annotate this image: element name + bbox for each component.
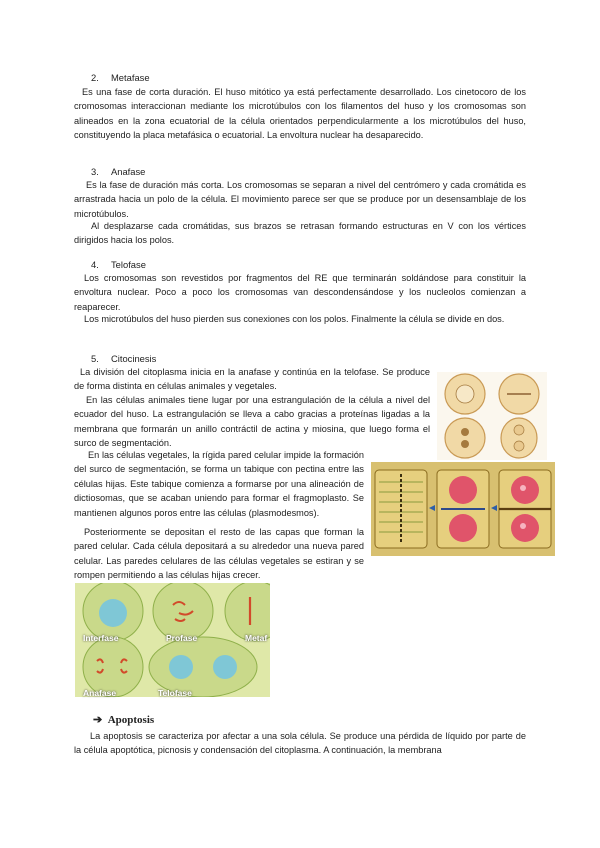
- section-number: 2.: [91, 72, 99, 83]
- section-title: Telofase: [111, 259, 146, 270]
- label-metafase: Metaf: [245, 633, 268, 643]
- section-title: Anafase: [111, 166, 146, 177]
- cell-1: [445, 374, 485, 414]
- label-profase: Profase: [166, 633, 198, 643]
- heading-apoptosis: [93, 713, 154, 727]
- telofase-paragraph-1: Los cromosomas son revestidos por fragmentos del RE que terminarán soldándose para constituir la envoltura nuclear. Poco a poco los cromosomas van descondensándose y los nucleolos comienzan a reaparecer.: [74, 273, 526, 312]
- label-anafase: Anafase: [83, 688, 117, 698]
- section-title: Metafase: [111, 72, 150, 83]
- section-title: Citocinesis: [111, 353, 157, 364]
- plant-cytokinesis-figure: [371, 462, 555, 556]
- metafase-paragraph: Es una fase de corta duración. El huso mitótico ya está perfectamente desarrollado. Los cinetocoro de los cromosomas interaccionan mediante los microtúbulos con los filamentos del huso y los cromosomas son alineados en la zona ecuatorial de la célula orientados perpendicularmente a los microtúbulos del huso, constituyendo la placa metafásica o ecuatorial. La envoltura nuclear ha desaparecido.: [74, 87, 526, 141]
- arrow-icon: ➔: [93, 714, 103, 726]
- section-number: 3.: [91, 166, 99, 177]
- animal-cytokinesis-figure: [437, 372, 547, 460]
- citocinesis-paragraph-2: En las células animales tiene lugar por una estrangulación de la célula a nivel del ecuador del huso. La estrangulación se lleva a cabo gracias a proteínas ligadas a la membrana que formarán un anillo contráctil de actina y miosina, que luego forma el surco de segmentación.: [74, 395, 430, 449]
- anafase-paragraph-1: Es la fase de duración más corta. Los cromosomas se separan a nivel del centrómero y cada cromátida es arrastrada hacia un polo de la célula. El movimiento parece ser que se produce por un desensamblaje de los microtúbulos.: [74, 180, 526, 219]
- section-number: 5.: [91, 353, 99, 364]
- citocinesis-paragraph-1: La división del citoplasma inicia en la anafase y continúa en la telofase. Se produce de forma distinta en células animales y vegetales.: [74, 367, 430, 392]
- citocinesis-paragraph-4a: Posteriormente se depositan el resto de las capas que forman la pared celular. Cada célula depositará a su alrededor una nueva pared celular. Las paredes celulares de las células vegetales se estiran y se rompen permitiendo a las células hijas crecer.: [74, 527, 364, 581]
- citocinesis-paragraph-3: En las células vegetales, la rígida pared celular impide la formación del surco de segmentación, se forma un tabique con pectina entre las células hijas. Este tabique comienza a formarse por una alineación de dictiosomas, que se acaban uniendo para formar el fragmoplasto. Se mantienen algunos poros entre las células (plasmodesmos).: [74, 450, 364, 518]
- label-interfase: Interfase: [83, 633, 119, 643]
- cell-3: [445, 418, 485, 458]
- cell-2: [499, 374, 539, 414]
- apoptosis-title: Apoptosis: [107, 714, 155, 726]
- section-number: 4.: [91, 259, 99, 270]
- apoptosis-paragraph: La apoptosis se caracteriza por afectar a una sola célula. Se produce una pérdida de líquido por parte de la célula apoptótica, picnosis y condensación del citoplasma. A continuación, la membrana: [74, 731, 526, 756]
- anafase-paragraph-2: Al desplazarse cada cromátidas, sus brazos se retrasan formando estructuras en V con los vértices dirigidos hacia los polos.: [74, 221, 526, 246]
- label-telofase: Telofase: [158, 688, 192, 698]
- telofase-paragraph-2: Los microtúbulos del huso pierden sus conexiones con los polos. Finalmente la célula se divide en dos.: [84, 314, 505, 324]
- heading-metafase: [91, 71, 150, 85]
- cell-4: [501, 418, 537, 458]
